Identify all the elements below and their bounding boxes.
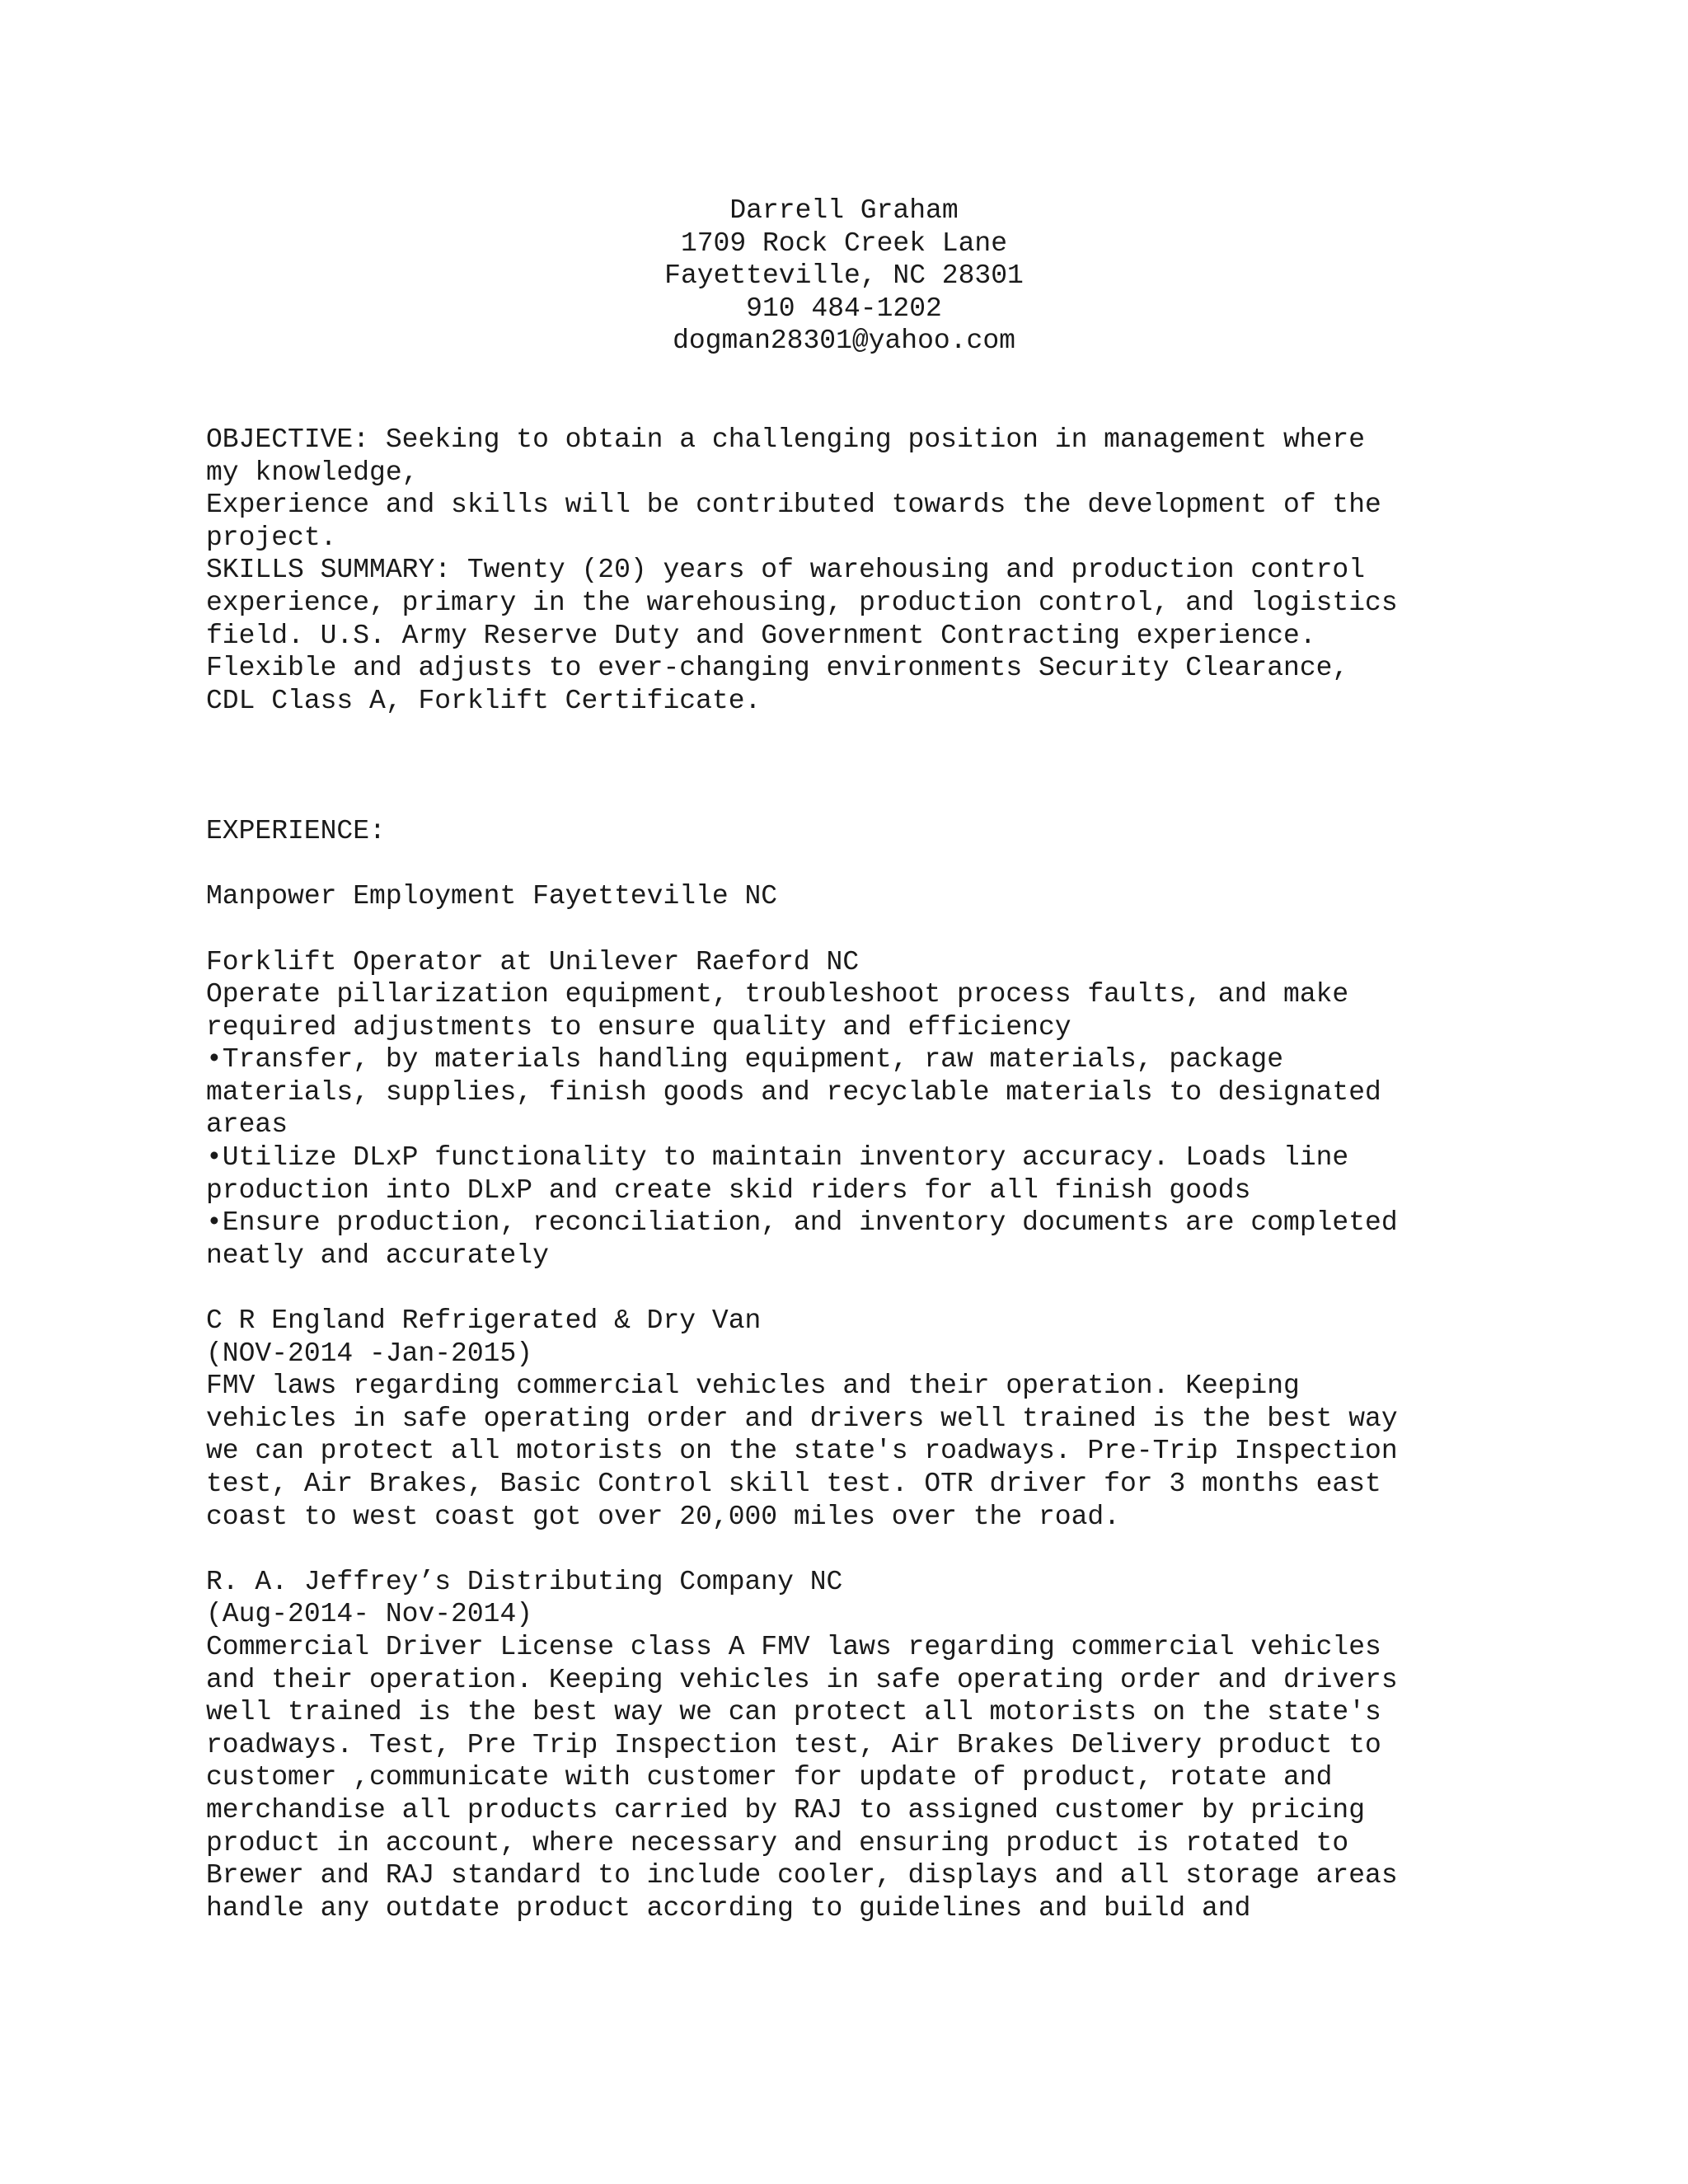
- job-description-line: coast to west coast got over 20,000 miles over the road.: [206, 1501, 1120, 1532]
- job-description-line: required adjustments to ensure quality and efficiency: [206, 1011, 1071, 1043]
- applicant-name: Darrell Graham: [729, 195, 959, 226]
- employment-dates: (Aug-2014- Nov-2014): [206, 1599, 533, 1630]
- job-description-line: Commercial Driver License class A FMV laws regarding commercial vehicles: [206, 1631, 1381, 1662]
- company-name: C R England Refrigerated & Dry Van: [206, 1305, 762, 1337]
- skills-line: CDL Class A, Forklift Certificate.: [206, 685, 762, 716]
- job-description-line: areas: [206, 1109, 288, 1141]
- job-description-line: product in account, where necessary and ensuring product is rotated to: [206, 1827, 1349, 1858]
- skills-line: Flexible and adjusts to ever-changing environments Security Clearance,: [206, 653, 1349, 684]
- objective-line: OBJECTIVE: Seeking to obtain a challenging position in management where: [206, 424, 1366, 455]
- city-state-zip: Fayetteville, NC 28301: [664, 260, 1024, 292]
- job-description-line: customer ,communicate with customer for update of product, rotate and: [206, 1762, 1333, 1793]
- company-name: R. A. Jeffrey’s Distributing Company NC: [206, 1566, 843, 1597]
- job-description-line: neatly and accurately: [206, 1240, 549, 1271]
- job-description-line: •Utilize DLxP functionality to maintain inventory accuracy. Loads line: [206, 1142, 1349, 1174]
- objective-section: [206, 424, 1492, 554]
- job-entry-cr-england: [206, 1305, 1492, 1533]
- objective-line: my knowledge,: [206, 457, 419, 488]
- job-description-line: production into DLxP and create skid riders for all finish goods: [206, 1174, 1251, 1206]
- objective-line: project.: [206, 522, 337, 553]
- job-description-line: FMV laws regarding commercial vehicles and their operation. Keeping: [206, 1371, 1300, 1402]
- job-description-line: handle any outdate product according to guidelines and build and: [206, 1892, 1251, 1924]
- job-description-line: merchandise all products carried by RAJ to assigned customer by pricing: [206, 1794, 1366, 1825]
- street-address: 1709 Rock Creek Lane: [680, 227, 1008, 259]
- contact-header: [0, 194, 1688, 358]
- job-description-line: •Transfer, by materials handling equipment, raw materials, package: [206, 1044, 1284, 1076]
- experience-heading: EXPERIENCE:: [206, 816, 386, 847]
- objective-line: Experience and skills will be contributed towards the development of the: [206, 490, 1381, 521]
- skills-summary-section: [206, 554, 1492, 717]
- skills-line: SKILLS SUMMARY: Twenty (20) years of warehousing and production control: [206, 555, 1366, 586]
- phone-number: 910 484-1202: [746, 293, 942, 324]
- job-description-line: Brewer and RAJ standard to include cooler, displays and all storage areas: [206, 1860, 1398, 1891]
- job-description-line: Operate pillarization equipment, troubleshoot process faults, and make: [206, 979, 1349, 1010]
- resume-body: [206, 424, 1492, 1924]
- skills-line: field. U.S. Army Reserve Duty and Government Contracting experience.: [206, 620, 1316, 651]
- skills-line: experience, primary in the warehousing, production control, and logistics: [206, 587, 1398, 618]
- job-description-line: materials, supplies, finish goods and recyclable materials to designated: [206, 1076, 1381, 1108]
- job-description-line: roadways. Test, Pre Trip Inspection test, Air Brakes Delivery product to: [206, 1729, 1381, 1760]
- job-description-line: •Ensure production, reconciliation, and inventory documents are completed: [206, 1207, 1398, 1239]
- employment-dates: (NOV-2014 -Jan-2015): [206, 1338, 533, 1369]
- job-description-line: test, Air Brakes, Basic Control skill test. OTR driver for 3 months east: [206, 1469, 1381, 1499]
- job-description-line: and their operation. Keeping vehicles in safe operating order and drivers: [206, 1664, 1398, 1695]
- job-description-line: vehicles in safe operating order and drivers well trained is the best way: [206, 1403, 1398, 1434]
- email-address: dogman28301@yahoo.com: [673, 326, 1015, 357]
- job-description-line: we can protect all motorists on the state's roadways. Pre-Trip Inspection: [206, 1436, 1398, 1467]
- job-entry-ra-jeffreys: [206, 1566, 1492, 1925]
- job-entry-forklift-operator: [206, 946, 1492, 1272]
- job-description-line: well trained is the best way we can protect all motorists on the state's: [206, 1697, 1381, 1728]
- employer-name: Manpower Employment Fayetteville NC: [206, 881, 778, 912]
- job-title: Forklift Operator at Unilever Raeford NC: [206, 946, 860, 977]
